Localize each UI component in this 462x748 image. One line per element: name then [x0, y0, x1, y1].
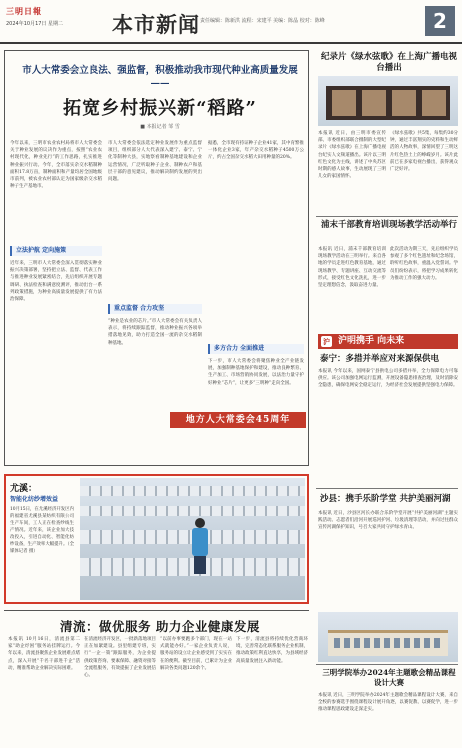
section-banner-label: 沪明携手 向未来 [338, 336, 405, 346]
masthead [0, 0, 462, 44]
section-banner [318, 334, 458, 349]
photo-location: 尤溪： [10, 484, 38, 494]
photo-headline: 智能化纺纱增效益 [10, 496, 59, 503]
bottom-column-text: 本报讯 10月16日，清流县第二家“助企纾困”服务站挂牌运行。今年以来，清流县聚焦企业发展难点堵点，深入开展“千名干部进千企”活动，精准帮助企业解决实际困难。 [8, 637, 80, 671]
spinning-machine-row [80, 506, 305, 516]
issue-date: 2024年10月17日 星期二 [6, 21, 64, 27]
story-text: 本报讯 近日，沙县区河长办联合乐阶学堂开展“共护美丽河湖”主题实践活动。志愿者们沿河开展巡河护河、垃圾清理等活动，并向过往群众宣传河湖保护知识，号召大家共同守护绿水青山。 [318, 511, 458, 531]
lead-headline: 拓宽乡村振兴新“稻路” [63, 98, 257, 119]
school-photo [318, 612, 458, 662]
lead-subhead: 立法护航 定向施策 [10, 246, 102, 256]
bottom-column-text: 在清流经济开发区，一批新落地项目正在加紧建设。县里组建专班，实行“一企一策”跟踪服务，为企业提供政策咨询、要素保障、融资对接等全流程服务，有效提振了企业发展信心。 [84, 637, 156, 679]
section-title: 本市新闻 [112, 12, 200, 37]
story-headline: 泰宁：多措并举应对来源保供电 [320, 354, 440, 364]
newspaper-logo: 三明日報 [6, 6, 42, 16]
worker-figure [190, 518, 210, 574]
story-headline: 沙县：携手乐阶学堂 共护美丽河湖 [320, 494, 451, 504]
photo-caption: 10月15日，在尤溪经济开发区内的福建省尤溪县某纺织有限公司生产车间，工人正在检查纱线生产情况。近年来，该企业加大技改投入，引进自动化、智能化纺纱设备，生产效率大幅提升。（全媒体记者 摄） [10, 507, 74, 554]
lead-article-header [20, 64, 300, 130]
masthead-rule [0, 42, 462, 44]
story-text: 本报讯 今年以来，国网泰宁县供电公司多措并举，全力保障电力可靠供应。该公司加强电网运行监测，开展设备隐患排查治理，及时消除安全隐患，确保电网安全稳定运行，为经济社会发展提供坚强电力保障。 [318, 369, 458, 389]
anniversary-banner: 地方人大常委会45周年 [170, 412, 306, 428]
story-divider [316, 664, 458, 665]
lead-column-text: “种业是农业的芯片。”市人大常委会有关负责人表示，将持续跟踪监督，推动种业振兴各项举措落地见效，助力打造全国一流的杂交水稻制种基地。 [108, 319, 202, 346]
bottom-column-text: “以前办事要跑多个部门，现在一站式就能办好。”一家企业负责人说，服务站的设立让企业感受到了实实在在的便利。截至目前，已累计为企业解决各类问题120余个。 [160, 637, 232, 671]
story-text: 本报讯 近日，由三明市委宣传部、市委组织部联合摄制的大型纪录片《绿水弦歌》在上海广播电视台纪实人文频道播出。该片以三明红色文化为主线，讲述了中央苏区时期的感人故事，生动展现了三明儿女的家国情怀。 [318, 131, 386, 180]
lead-subhead: 多方合力 全面推进 [208, 344, 304, 354]
story-text: 《绿水弦歌》共5集，每集约30分钟，通过丰富翔实的史料和生动鲜活的人物故事，深情回望了三明这片红色热土上的峥嵘岁月。该片此前已在多家电视台播出，获得观众广泛好评。 [390, 131, 458, 173]
story-text: 此次活动为期三天，先后组织学员参观了多个红色遗址和纪念场馆，聆听红色故事，重温入党誓词。学员们纷纷表示，将把学习成果转化为推动工作的强大动力。 [390, 247, 458, 281]
lead-column-text: 市人大常委会依法选定种业发展作为重点监督项目，组织部分人大代表深入建宁、泰宁、宁化等制种大县，实地察看制种基地建设和企业运营情况，广泛听取种子企业、制种农户和基层干部的意见建议，推动解决制约发展的突出问题。 [108, 141, 202, 183]
lead-column-text: 今年以来，三明市农业农村局将市人大常委会关于种业发展的议决作为重点，按照“农业农村现代化，种业先行”的工作思路，扎实推进种业振兴行动。今年，全市落实杂交水稻制种面积17.8万亩，制种面积和产量均居全国地级市前列，被农业农村部认定为国家级杂交水稻种子生产基地市。 [10, 141, 102, 190]
bottom-article-rule [4, 610, 309, 611]
film-still-photo [318, 76, 458, 126]
page-number: 2 [425, 6, 455, 36]
bottom-headline: 清流：做优服务 助力企业健康发展 [60, 619, 260, 634]
lead-column-text: 下一步，市人大常委会将聚焦种业全产业链发展，加强制种基地保护和建设，推动良种繁育、生产加工、市场营销协同发展，以法治力量守护好种业“芯片”，让更多“三明种”走向全国。 [208, 359, 304, 386]
school-windows [334, 638, 442, 648]
lead-column-text: 据悉，全市现有持证种子企业41家，其中育繁推一体化企业3家，年产杂交水稻种子4500万公斤，约占全国杂交水稻大田用种量的20%。 [208, 141, 304, 161]
lead-byline: ■ 本报记者 邹 雪 [140, 124, 180, 130]
story-divider [316, 216, 458, 217]
lead-kicker: 市人大常委会立良法、强监督，积极推动我市现代种业高质量发展—— [22, 65, 298, 89]
spinning-machine-row [80, 486, 305, 496]
shanghai-sanming-icon: 沪 [323, 337, 330, 346]
bottom-column-text: 下一步，清流县将持续优化营商环境，完善常态化联系服务企业机制，推动政策红利直达快享，为县域经济高质量发展注入新动能。 [236, 637, 308, 664]
story-divider [316, 488, 458, 489]
story-headline: 纪录片《绿水弦歌》在上海广播电视台播出 [320, 52, 457, 73]
editor-credits: 责任编辑：陈新洪 流程：宋建平 美编：陈晶 校对：陈峰 [200, 18, 325, 24]
lead-column-text: 近年来，三明市人大常委会深入贯彻落实种业振兴决策部署，坚持把立法、监督、代表工作与推进种业发展紧密结合，先后组织开展专题调研、执法检查和满意度测评，推动出台一系列政策措施，为种业高质量发展提供了有力法治保障。 [10, 261, 102, 303]
factory-photo [80, 478, 305, 600]
story-text: 本报讯 近日，三明学院举办2024年主题歌会精品课程设计大赛，来自全校的参赛选手围绕课程设计展开角逐，以赛促教、以赛促学，进一步推动课程思政建设走深走实。 [318, 693, 458, 713]
lead-subhead: 重点监督 合力攻坚 [108, 304, 202, 314]
story-headline: 三明学院举办2024年主题歌会精品课程设计大赛 [322, 668, 456, 687]
story-text: 本报讯 近日，浦末千部教育培训现场教学活动在三明举行。来自各地的学员走进红色教育基地，通过现场教学、专题讲座、互动交流等形式，接受红色文化洗礼，进一步坚定理想信念，汲取奋进力量。 [318, 247, 386, 289]
story-headline: 浦末千部教育培训现场教学活动举行 [320, 220, 457, 230]
